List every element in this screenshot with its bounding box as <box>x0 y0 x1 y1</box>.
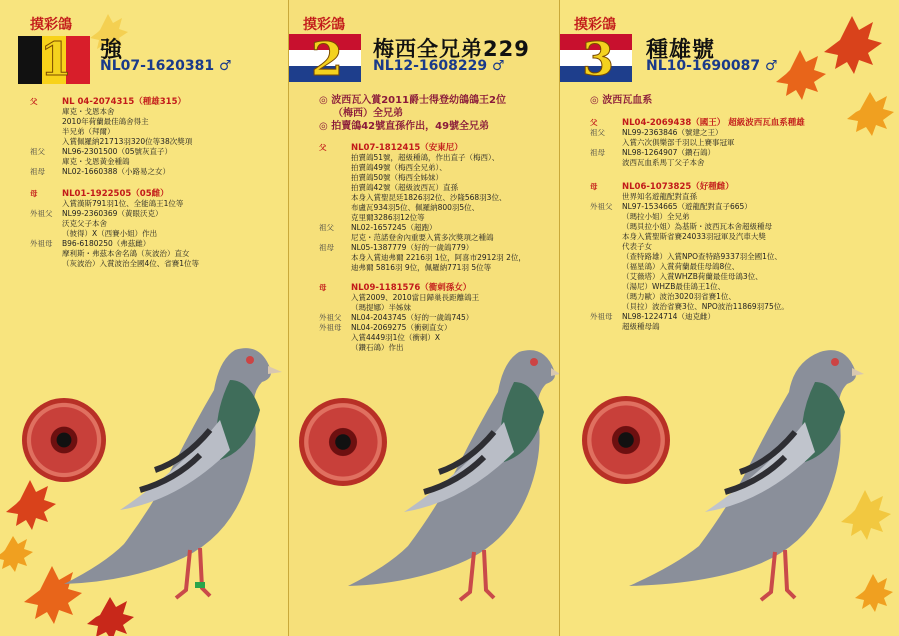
raffle-tag: 摸彩鴿 <box>303 17 345 33</box>
pigeon-name: 種雄號 <box>646 38 716 63</box>
pigeon-panel-1 <box>0 0 288 636</box>
dam-ring: NL09-1181576（衝刺孫女） <box>351 283 472 293</box>
pigeon-image <box>620 322 865 622</box>
pigeon-image <box>60 320 285 620</box>
pigeon-name: 強 <box>100 38 124 63</box>
sire-ring: NL04-2069438（國王） 超級波西瓦血系種雄 <box>622 118 805 128</box>
raffle-tag: 摸彩鴿 <box>574 17 616 33</box>
pigeon-panel-3 <box>559 0 899 636</box>
panel-number: 1 <box>40 32 73 86</box>
pigeon-image <box>329 322 560 622</box>
panel-number: 3 <box>582 32 615 86</box>
ring-number: NL10-1690087 ♂ <box>646 58 778 74</box>
pedigree-text: 父 NL04-2069438（國王） 超級波西瓦血系種雄 祖父 NL99-2363846（號建之王） 入賞六次俱樂部千羽以上賽事冠軍 祖母 NL98-1264907（鑽石鴿） 波西瓦血系馬丁父子本舍 母 NL06-1073825（好種雌） 世界知名遊龍配對直孫 外祖父 NL97-1534665（遊龍配對直子665） （瑪拉小姐）全兄弟 （瑪貝拉小姐）為基斯・波西瓦本舍超級種母 本身入賞聖斯省賽24033羽冠軍及汽車大獎 代表子女 （查特路雄）入賞NPO查特路9337羽全國1位、 （福星鴿）入賞荷蘭最佳母鴿8位、 （艾薇塔）入賞WHZB荷蘭最佳母鴿3位、 （湯尼）WHZB最佳鴿王1位、 （瑪力歐）波治3020羽省賽1位、 （貝拉）波治省賽3位、NPO波治11869羽75位。 外祖母 NL98-1224714（迪克雌） 超級種母鴿 <box>590 118 805 331</box>
ring-number: NL07-1620381 ♂ <box>100 58 232 74</box>
highlights: ◎ 波西瓦血系 <box>590 95 653 106</box>
sire-ring: NL 04-2074315（種雄315） <box>62 97 186 107</box>
pedigree-text: 父 NL07-1812415（安東尼） 拍賣鴿51號，超級種鴿，作出直子（梅西）、 拍賣鴿49號（梅西全兄弟）、 拍賣鴿50號（梅西全姊妹） 拍賣鴿42號（超級波西瓦）直孫 本身入賞聖昆廷1826羽2位、沙隆568羽3位、 布盧瓦934羽5位、佩羅納800羽5位、 克里爾3286羽12位等 祖父 NL02-1657245（超跑） 尼克・范諾登舍內重要入賞多次獎項之種鴿 祖母 NL05-1387779（好的一歲鴿779） 本身入賞迪弗爾 2216羽 1位，阿喜市2912羽 2位， 迪弗爾 5816羽 9位，佩羅納771羽 5位等 母 NL09-1181576（衝刺孫女） 入賞2009、2010當日歸巢長距離鴿王 （瑪提娜）半姊妹 外祖父 NL04-2043745（好的一歲鴿745） 外祖母 NL04-2069275（衝刺直女） 入賞4449羽1位（衝刺）X （鑽石鴿）作出 <box>319 143 526 352</box>
sire-ring: NL07-1812415（安東尼） <box>351 143 463 153</box>
pigeon-panel-2 <box>288 0 560 636</box>
raffle-tag: 摸彩鴿 <box>30 17 72 33</box>
pedigree-text: 父 NL 04-2074315（種雄315） 庫克・戈恩本舍 2010年荷蘭最佳鴿舍得主 半兄弟（拜爾） 入賞佩羅納21713羽320位等38次獎項 祖父 NL96-2301500（05號灰直子） 庫克・戈恩黃金種鴿 祖母 NL02-1660388（小路易之女） 母 NL01-1922505（05雌） 入賞漢斯791羽1位、全能鴿王1位等 外祖父 NL99-2360369（黃眼沃克） 沃克父子本舍 （彼得）X（西賽小姐）作出 外祖母 B96-6180250（弗茲雌） 摩利斯・弗茲本舍名鴿（灰波治）直女 （灰波治）入賞波治全國4位、省賽1位等 <box>30 97 200 268</box>
panel-number: 2 <box>311 32 344 86</box>
ring-number: NL12-1608229 ♂ <box>373 58 505 74</box>
pigeon-name: 梅西全兄弟229 <box>373 37 530 61</box>
highlights: ◎ 波西瓦入賞2011爵士得登幼鴿鴿王2位 （梅西）全兄弟 ◎ 拍賣鴿42號直孫作出，49號全兄弟 <box>319 95 506 132</box>
dam-ring: NL01-1922505（05雌） <box>62 189 169 199</box>
dam-ring: NL06-1073825（好種雌） <box>622 182 734 192</box>
